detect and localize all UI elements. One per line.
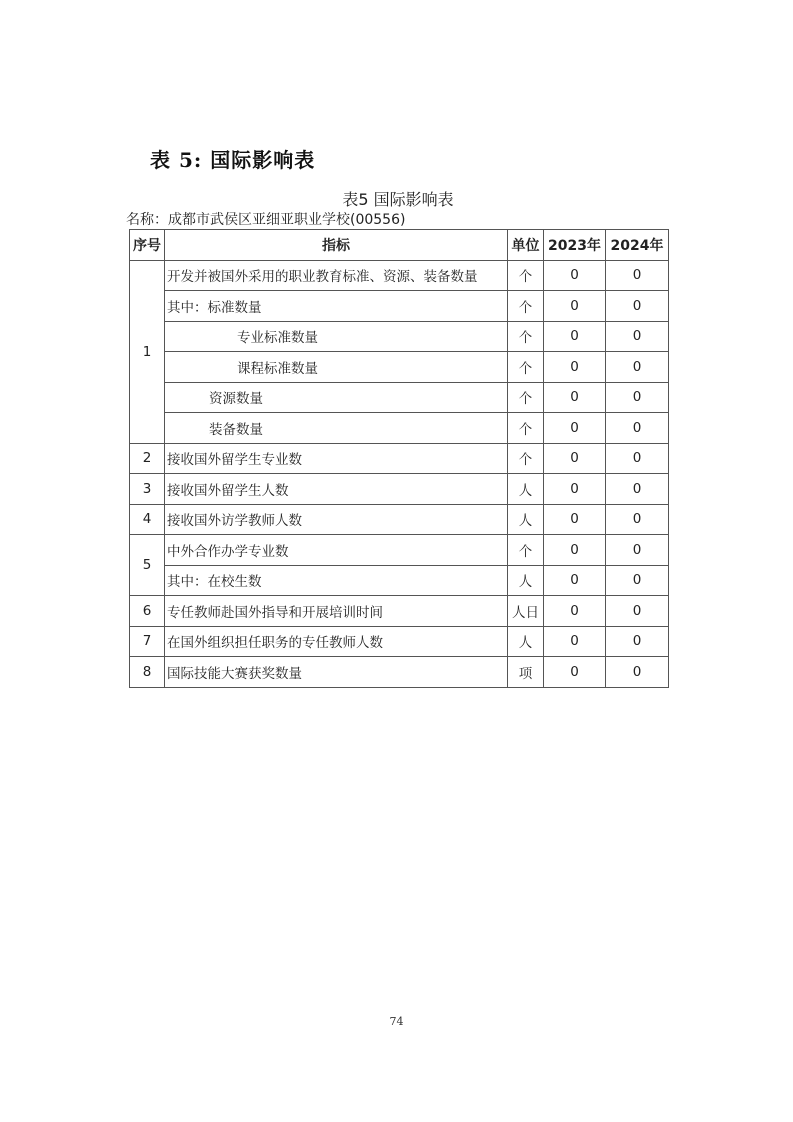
col-header-2023: 2023年 [544,230,606,261]
value-2023-cell: 0 [544,352,606,383]
unit-cell: 个 [508,352,544,383]
indicator-cell: 在国外组织担任职务的专任教师人数 [165,626,508,657]
indicator-cell: 开发并被国外采用的职业教育标准、资源、装备数量 [165,260,508,291]
col-header-num: 序号 [130,230,165,261]
row-number: 7 [130,626,165,657]
value-2023-cell: 0 [544,565,606,596]
unit-cell: 个 [508,382,544,413]
value-2024-cell: 0 [606,260,669,291]
table-row [130,504,669,535]
value-2024-cell: 0 [606,504,669,535]
value-2023-cell: 0 [544,382,606,413]
indicator-cell: 其中：在校生数 [165,565,508,596]
table-row [130,596,669,627]
col-header-unit: 单位 [508,230,544,261]
table-row [130,443,669,474]
value-2023-cell: 0 [544,535,606,566]
unit-cell: 项 [508,657,544,688]
value-2024-cell: 0 [606,535,669,566]
unit-cell: 个 [508,443,544,474]
indicator-cell: 国际技能大赛获奖数量 [165,657,508,688]
value-2023-cell: 0 [544,413,606,444]
value-2023-cell: 0 [544,291,606,322]
section-heading: 表 5: 国际影响表 [150,148,316,172]
row-number: 1 [130,260,165,443]
value-2023-cell: 0 [544,657,606,688]
unit-cell: 人 [508,565,544,596]
indicator-cell: 其中：标准数量 [165,291,508,322]
value-2023-cell: 0 [544,474,606,505]
value-2023-cell: 0 [544,260,606,291]
value-2024-cell: 0 [606,565,669,596]
row-number: 2 [130,443,165,474]
international-influence-table [129,229,669,688]
indicator-cell: 接收国外留学生人数 [165,474,508,505]
table-row [130,260,669,291]
unit-cell: 人 [508,626,544,657]
value-2024-cell: 0 [606,626,669,657]
table-row [130,535,669,566]
indicator-cell: 装备数量 [165,413,508,444]
indicator-cell: 中外合作办学专业数 [165,535,508,566]
row-number: 8 [130,657,165,688]
value-2024-cell: 0 [606,352,669,383]
page-number: 74 [389,1015,404,1028]
table-row [130,413,669,444]
unit-cell: 人 [508,504,544,535]
value-2024-cell: 0 [606,657,669,688]
value-2024-cell: 0 [606,291,669,322]
value-2024-cell: 0 [606,474,669,505]
table-row [130,321,669,352]
table-caption: 表5 国际影响表 [342,190,454,209]
value-2023-cell: 0 [544,443,606,474]
unit-cell: 个 [508,413,544,444]
value-2024-cell: 0 [606,321,669,352]
value-2024-cell: 0 [606,382,669,413]
row-number: 6 [130,596,165,627]
table-row [130,626,669,657]
value-2023-cell: 0 [544,596,606,627]
unit-cell: 个 [508,535,544,566]
value-2024-cell: 0 [606,443,669,474]
row-number: 5 [130,535,165,596]
unit-cell: 人 [508,474,544,505]
table-row [130,565,669,596]
table-header-row [130,230,669,261]
indicator-cell: 接收国外留学生专业数 [165,443,508,474]
row-number: 3 [130,474,165,505]
table-row [130,382,669,413]
school-name: 名称：成都市武侯区亚细亚职业学校(00556) [126,212,406,228]
indicator-cell: 课程标准数量 [165,352,508,383]
value-2024-cell: 0 [606,413,669,444]
value-2023-cell: 0 [544,321,606,352]
table-row [130,474,669,505]
value-2023-cell: 0 [544,626,606,657]
indicator-cell: 接收国外访学教师人数 [165,504,508,535]
row-number: 4 [130,504,165,535]
unit-cell: 个 [508,321,544,352]
indicator-cell: 专业标准数量 [165,321,508,352]
value-2023-cell: 0 [544,504,606,535]
indicator-cell: 专任教师赴国外指导和开展培训时间 [165,596,508,627]
unit-cell: 个 [508,260,544,291]
table-row [130,657,669,688]
table-row [130,291,669,322]
table-row [130,352,669,383]
col-header-indicator: 指标 [165,230,508,261]
indicator-cell: 资源数量 [165,382,508,413]
unit-cell: 个 [508,291,544,322]
col-header-2024: 2024年 [606,230,669,261]
unit-cell: 人日 [508,596,544,627]
value-2024-cell: 0 [606,596,669,627]
